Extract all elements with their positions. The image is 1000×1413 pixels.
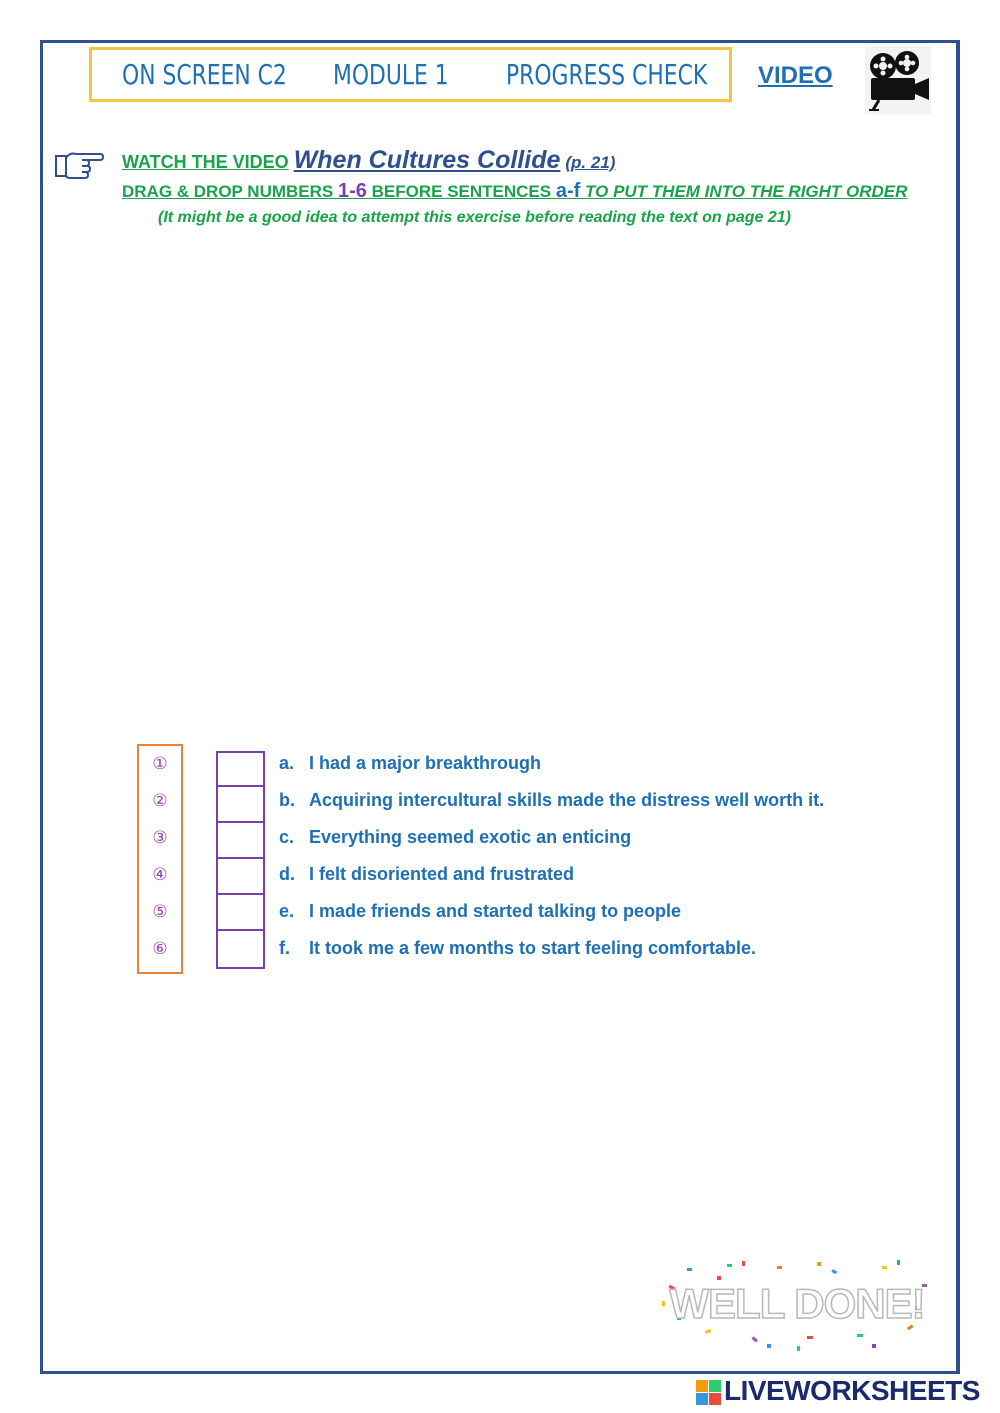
sentence-letter: c. [279,827,295,847]
number-token-4[interactable]: ④ [152,865,168,885]
sentence-d [279,864,574,885]
order-text: TO PUT THEM INTO THE RIGHT ORDER [585,182,908,201]
drop-slot-d[interactable] [216,859,265,895]
before-text: BEFORE SENTENCES [371,182,552,201]
drop-slot-b[interactable] [216,787,265,823]
course-title: ON SCREEN C2 [122,58,287,91]
watch-prefix: WATCH THE VIDEO [122,152,289,172]
well-done-badge [657,1256,937,1352]
section-title: PROGRESS CHECK [506,58,708,91]
sentence-letter: a. [279,753,295,773]
sentence-f [279,938,756,959]
number-token-3[interactable]: ③ [152,828,168,848]
number-token-1[interactable]: ① [152,754,168,774]
sentence-a [279,753,541,774]
sentence-text: It took me a few months to start feeling comfortable. [309,938,757,958]
module-title: MODULE 1 [333,58,449,91]
drag-instruction [122,180,907,203]
video-camera-icon[interactable] [865,46,931,114]
sentence-e [279,901,681,922]
numbers-range: 1-6 [338,180,367,202]
drop-slot-c[interactable] [216,823,265,859]
letters-range: a-f [555,180,581,202]
drop-slot-e[interactable] [216,895,265,931]
pointing-hand-icon [54,148,104,182]
number-token-6[interactable]: ⑥ [152,939,168,959]
sentence-text: I had a major breakthrough [309,753,542,773]
sentence-text: I felt disoriented and frustrated [309,864,575,884]
drop-slot-a[interactable] [216,751,265,787]
tip-text: (It might be a good idea to attempt this exercise before reading the text on page 21) [158,209,791,226]
liveworksheets-logo-icon [696,1380,722,1406]
video-link[interactable]: VIDEO [758,62,833,89]
page-frame [40,40,960,1374]
well-done-text: WELL DONE! [669,1280,925,1327]
sentence-letter: e. [279,901,295,921]
sentence-letter: f. [279,938,290,958]
video-title: When Cultures Collide [293,146,561,174]
page-reference: (p. 21) [565,153,616,172]
sentence-letter: d. [279,864,295,884]
brand-name[interactable]: LIVEWORKSHEETS [724,1375,980,1406]
drop-slot-f[interactable] [216,931,265,969]
number-token-2[interactable]: ② [152,791,168,811]
sentence-text: I made friends and started talking to people [309,901,682,921]
drag-prefix: DRAG & DROP NUMBERS [122,182,334,201]
sentence-letter: b. [279,790,295,810]
sentence-c [279,827,631,848]
sentence-text: Acquiring intercultural skills made the distress well worth it. [309,790,825,810]
sentence-b [279,790,824,811]
watch-instruction [122,146,615,175]
number-token-5[interactable]: ⑤ [152,902,168,922]
sentence-text: Everything seemed exotic an enticing [309,827,632,847]
